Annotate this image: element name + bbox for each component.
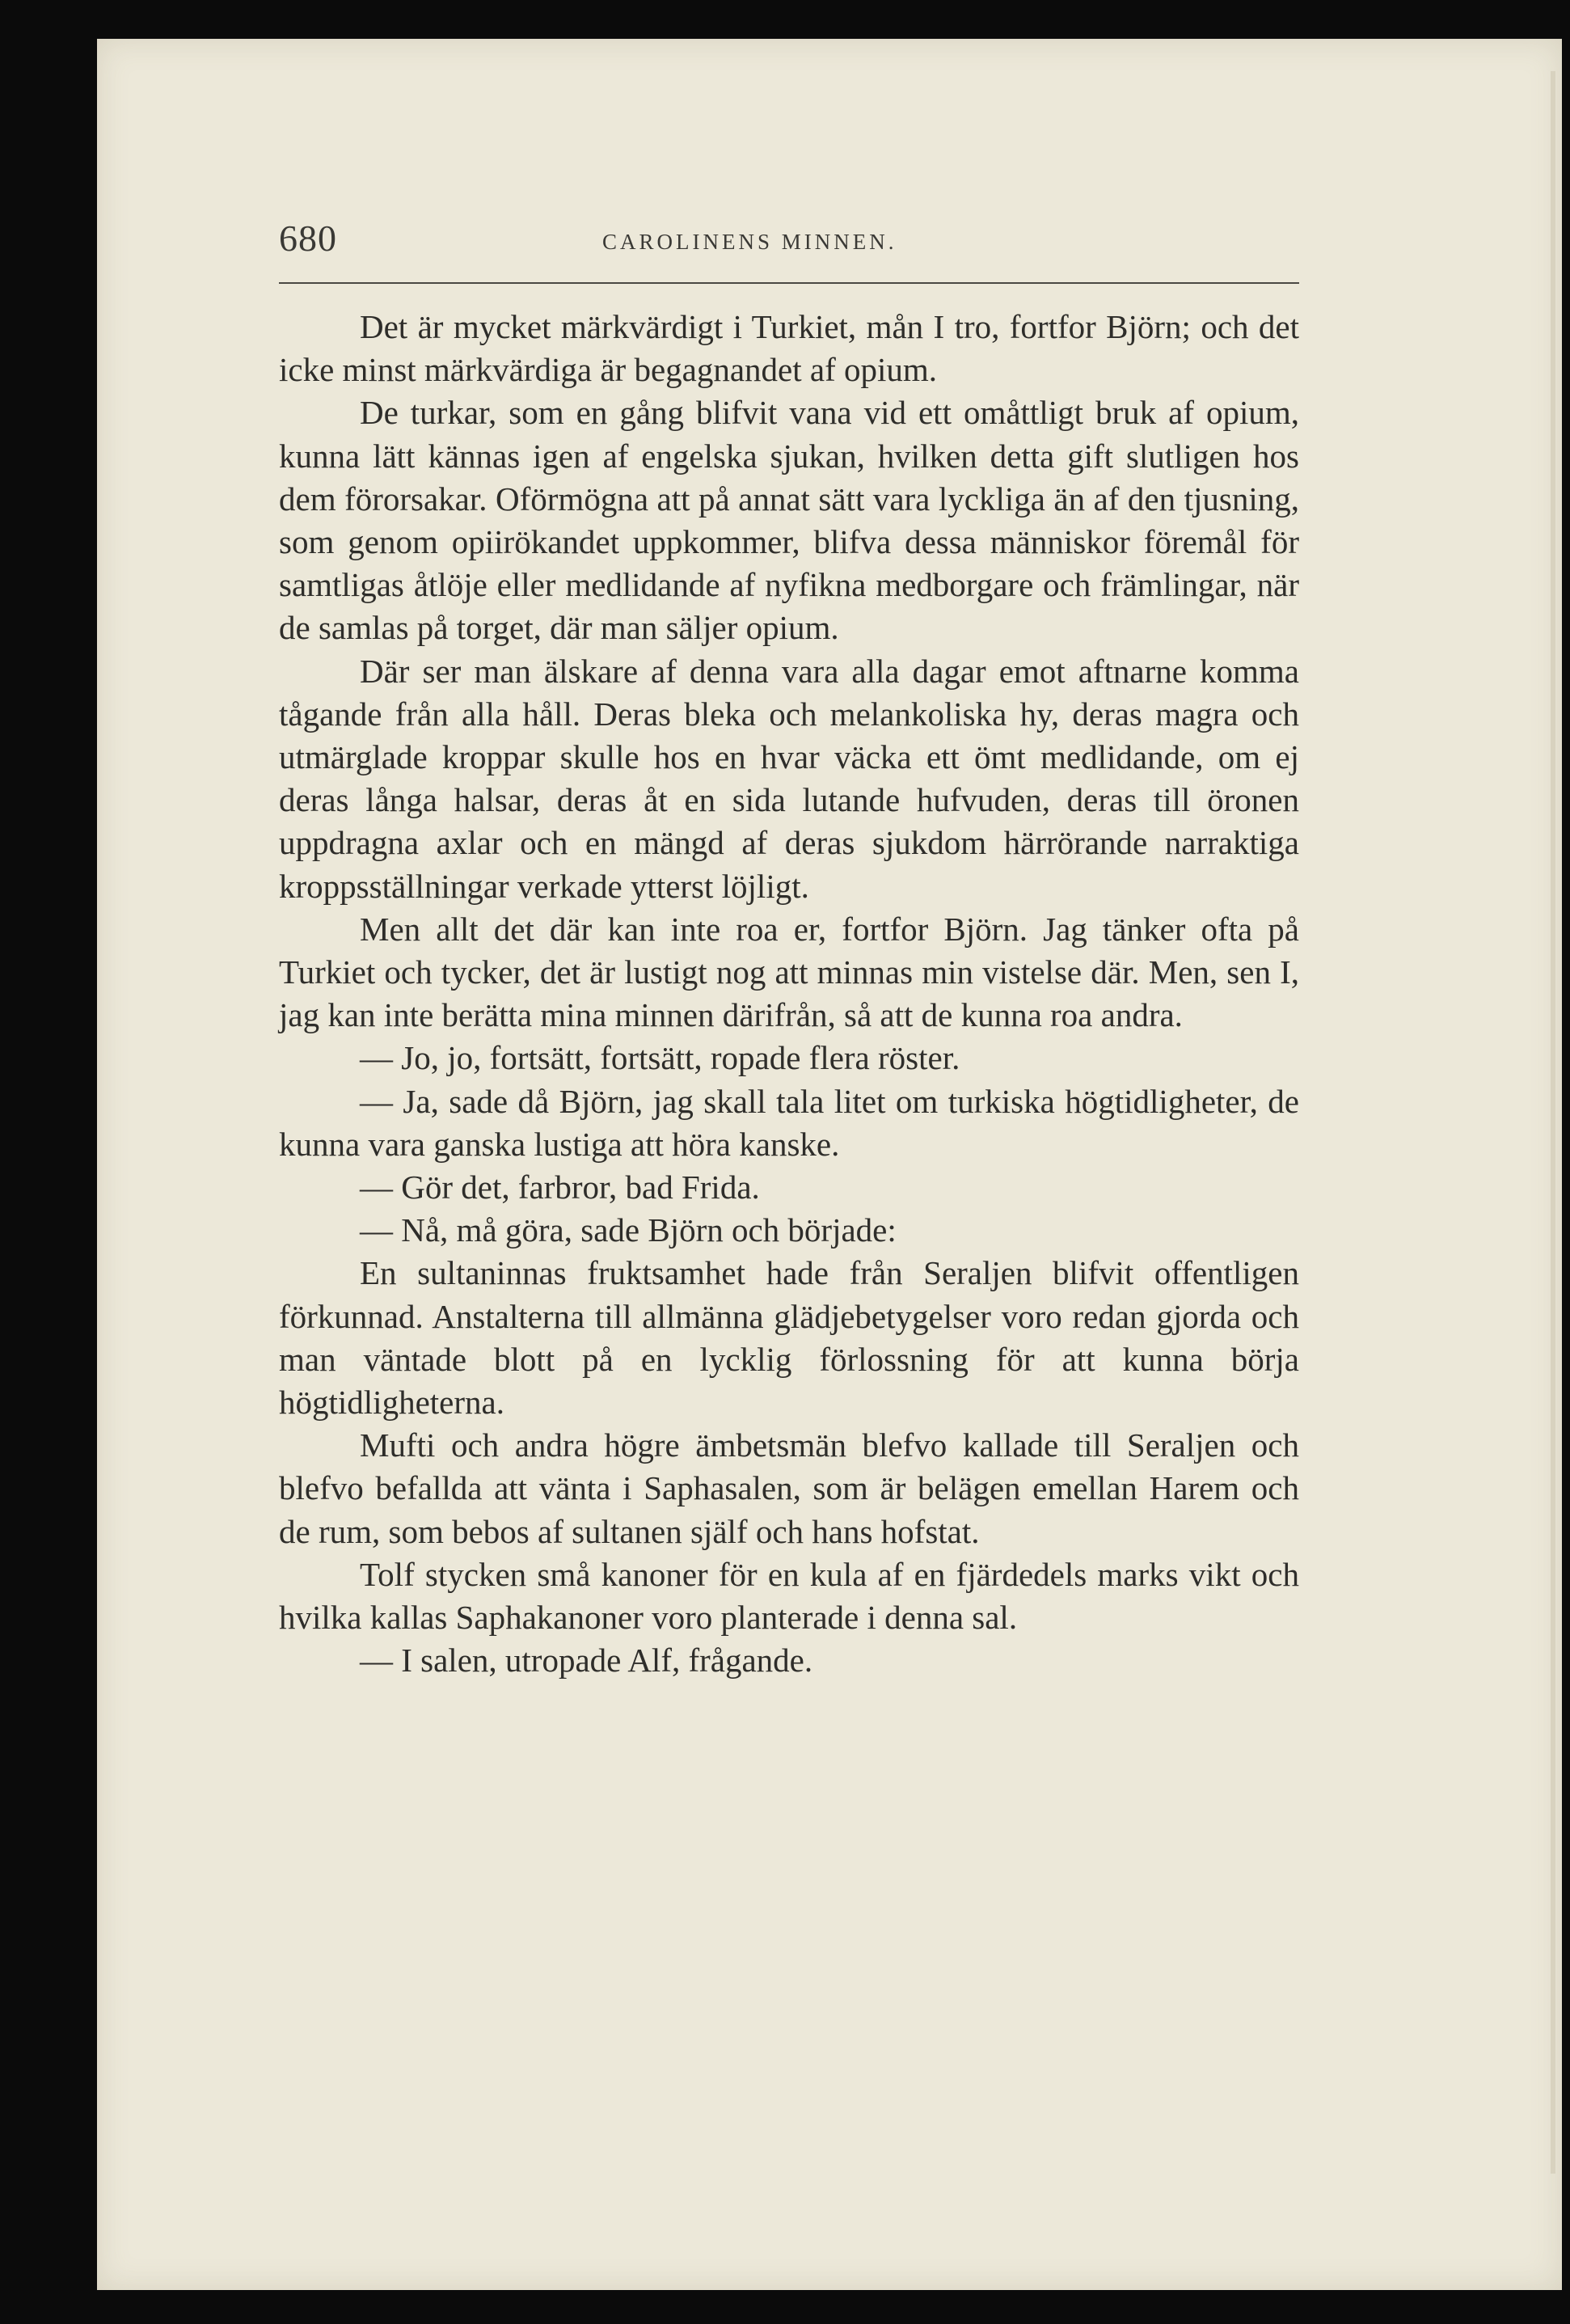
- paragraph: Mufti och andra högre ämbetsmän blefvo kallade till Seraljen och blefvo befallda att vänta i Saphasalen, som är belägen emellan Harem och de rum, som bebos af sultanen själf och hans hofstat.: [279, 1426, 1299, 1550]
- running-head: [279, 192, 1298, 265]
- header-rule: [279, 282, 1299, 284]
- body-text: [279, 306, 1299, 1683]
- page-edge: [1551, 71, 1555, 2174]
- paragraph: — Gör det, farbror, bad Frida.: [360, 1168, 760, 1206]
- paragraph: De turkar, som en gång blifvit vana vid ett omåttligt bruk af opium, kunna lätt kännas igen af engelska sjukan, hvilken detta gift slutligen hos dem förorsakar. Oförmögna att på annat sätt vara lyckliga än af den tjusning, som genom opiirökandet uppkommer, blifva dessa människor föremål för samtligas åtlöje eller medlidande af nyfikna medborgare och främlingar, när de samlas på torget, där man säljer opium.: [279, 394, 1299, 647]
- paragraph: En sultaninnas fruktsamhet hade från Seraljen blifvit offentligen förkunnad. Anstalterna till allmänna glädjebetygelser voro redan gjorda och man väntade blott på en lycklig förlossning för att kunna börja högtidligheterna.: [279, 1254, 1299, 1422]
- paragraph: — Nå, må göra, sade Björn och började:: [360, 1211, 897, 1249]
- paragraph: Tolf stycken små kanoner för en kula af en fjärdedels marks vikt och hvilka kallas Saphakanoner voro planterade i denna sal.: [279, 1555, 1299, 1637]
- running-title: CAROLINENS MINNEN.: [602, 230, 897, 254]
- paragraph: — Jo, jo, fortsätt, fortsätt, ropade flera röster.: [360, 1039, 960, 1077]
- paragraph: Där ser man älskare af denna vara alla dagar emot aftnarne komma tågande från alla håll. Deras bleka och melankoliska hy, deras magra och utmärglade kroppar skulle hos en hvar väcka ett ömt medlidande, om ej deras långa halsar, deras åt en sida lutande hufvuden, deras till öronen uppdragna axlar och en mängd af deras sjukdom härrörande narraktiga kroppsställningar verkade ytterst löjligt.: [279, 652, 1299, 905]
- paragraph: Men allt det där kan inte roa er, fortfor Björn. Jag tänker ofta på Turkiet och tycker, det är lustigt nog att minnas min vistelse där. Men, sen I, jag kan inte berätta mina minnen därifrån, så att de kunna roa andra.: [279, 910, 1299, 1034]
- paragraph: Det är mycket märkvärdigt i Turkiet, mån I tro, fortfor Björn; och det icke minst märkvärdiga är begagnandet af opium.: [279, 308, 1299, 389]
- page-number: 680: [279, 218, 337, 259]
- paragraph: — Ja, sade då Björn, jag skall tala litet om turkiska högtidligheter, de kunna vara ganska lustiga att höra kanske.: [279, 1082, 1299, 1163]
- paragraph: — I salen, utropade Alf, frågande.: [360, 1642, 813, 1680]
